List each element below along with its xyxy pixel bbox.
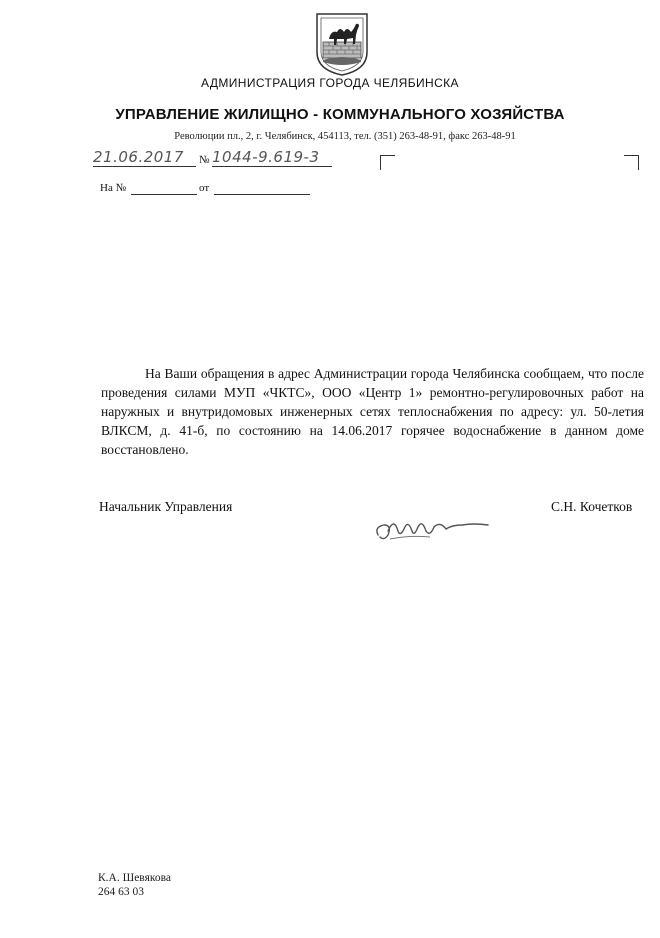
registration-date-line	[93, 166, 196, 167]
executor-phone: 264 63 03	[98, 886, 144, 898]
city-administration-title: АДМИНИСТРАЦИЯ ГОРОДА ЧЕЛЯБИНСКА	[201, 76, 459, 90]
department-title: УПРАВЛЕНИЕ ЖИЛИЩНО - КОММУНАЛЬНОГО ХОЗЯЙСТВА	[115, 106, 565, 123]
signatory-position: Начальник Управления	[99, 499, 233, 514]
letter-body: На Ваши обращения в адрес Администрации города Челябинска сообщаем, что после проведения силами МУП «ЧКТС», ООО «Центр 1» ремонтно-регулировочных работ на наружных и внутридомовых инженерных сетях теплоснабжения по адресу: ул. 50-летия ВЛКСМ, д. 41-б, по состоянию на 14.06.2017 горячее водоснабжение в данном доме восстановлено.	[101, 366, 644, 457]
registration-number: 1044-9.619-3	[212, 148, 320, 166]
registration-date: 21.06.2017	[93, 148, 184, 166]
registration-number-line	[212, 166, 332, 167]
coat-of-arms-icon	[313, 12, 371, 76]
department-address: Революции пл., 2, г. Челябинск, 454113, тел. (351) 263-48-91, факс 263-48-91	[174, 131, 516, 142]
reference-number-label: На №	[100, 182, 127, 194]
reference-date-label: от	[199, 182, 210, 194]
recipient-corner-left	[380, 155, 395, 170]
recipient-corner-right	[624, 155, 639, 170]
executor-name: К.А. Шевякова	[98, 872, 172, 884]
reference-number-line	[131, 194, 197, 195]
registration-number-label: №	[199, 154, 210, 166]
handwritten-signature	[370, 505, 500, 550]
reference-date-line	[214, 194, 310, 195]
signatory-name: С.Н. Кочетков	[551, 499, 633, 514]
